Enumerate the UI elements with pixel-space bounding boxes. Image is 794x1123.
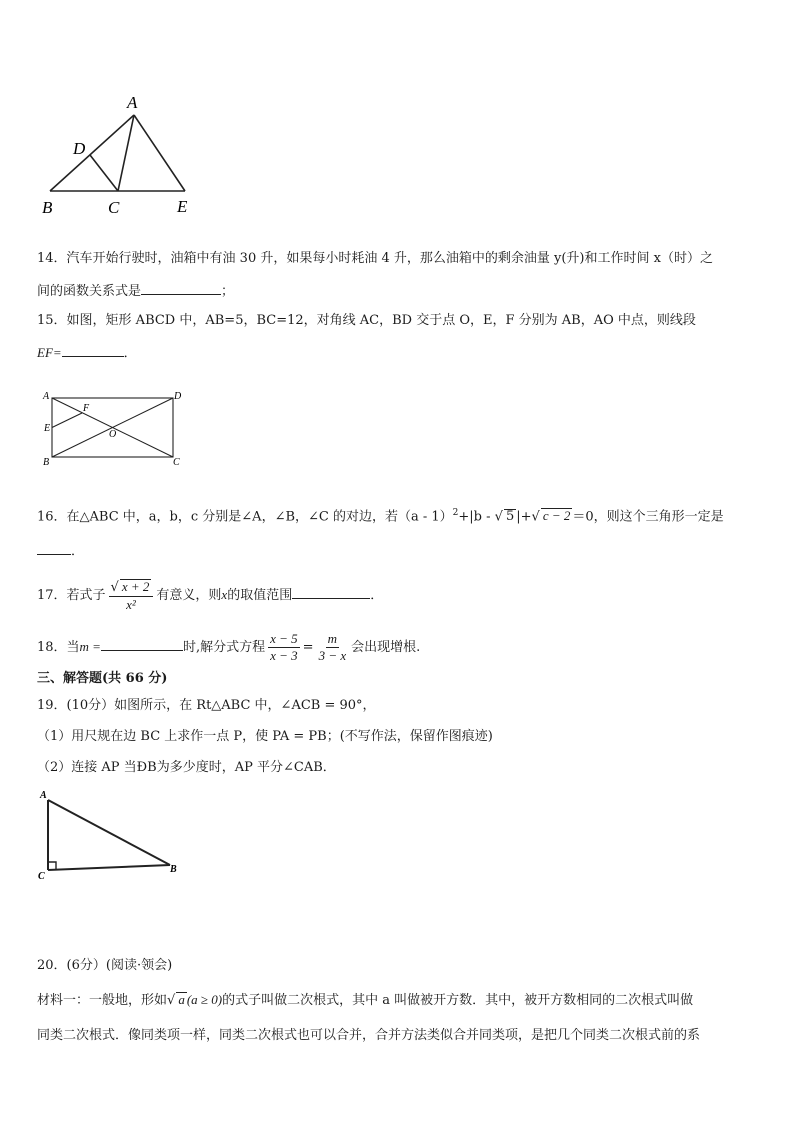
question-15-line-1: 15．如图，矩形 ABCD 中，AB=5，BC=12，对角线 AC，BD 交于点 O，E，F 分别为 AB，AO 中点，则线段 bbox=[37, 313, 696, 328]
sqrt-symbol: √ bbox=[110, 579, 119, 595]
label-c: C bbox=[38, 871, 45, 882]
question-14-line-2 bbox=[37, 280, 234, 302]
q17-post: 的取值范围 bbox=[227, 588, 293, 603]
segment-ef bbox=[52, 413, 82, 428]
question-16-line-2 bbox=[37, 540, 84, 562]
rectangle-figure-q15 bbox=[40, 388, 190, 470]
label-c: C bbox=[173, 457, 180, 468]
q18-fraction-2 bbox=[317, 631, 349, 664]
question-19-line-3: （2）连接 AP 当ÐB为多少度时，AP 平分∠CAB． bbox=[37, 760, 336, 775]
q20-condition: (a ≥ 0) bbox=[186, 992, 223, 1007]
question-18 bbox=[37, 628, 420, 667]
q18-den2: 3 − x bbox=[318, 648, 347, 663]
question-19-line-1: 19．(10分）如图所示，在 Rt△ABC 中，∠ACB = 90°， bbox=[37, 698, 376, 713]
q16-end-text: ＝0，则这个三角形一定是 bbox=[572, 509, 724, 525]
answer-blank-18[interactable] bbox=[101, 636, 183, 651]
question-16-line-1 bbox=[37, 503, 724, 527]
q17-fraction bbox=[109, 579, 154, 613]
q17-text: 17．若式子 bbox=[37, 588, 106, 603]
q15-ef-label: EF= bbox=[37, 345, 62, 360]
q17-mid: 有意义，则 bbox=[156, 588, 222, 603]
q20-sqrt-a: a bbox=[178, 992, 185, 1007]
q14-text: 间的函数关系式是 bbox=[37, 284, 142, 299]
q16-sqrt-5: 5 bbox=[505, 509, 515, 525]
label-c: C bbox=[108, 198, 120, 217]
q18-num1: x − 5 bbox=[270, 631, 298, 646]
label-e: E bbox=[177, 197, 188, 216]
q18-post: 会出现增根. bbox=[351, 640, 421, 655]
q20-text: 材料一：一般地，形如 bbox=[37, 993, 168, 1008]
label-b: B bbox=[42, 198, 53, 217]
sqrt-symbol: √ bbox=[531, 509, 540, 525]
segment-ab bbox=[48, 800, 170, 865]
question-14-line-1: 14．汽车开始行驶时，油箱中有油 30 升，如果每小时耗油 4 升，那么油箱中的剩余油量 y(升)和工作时间 x（时）之 bbox=[37, 251, 713, 266]
triangle-figure-q13 bbox=[38, 92, 198, 222]
segment-ab bbox=[50, 115, 134, 191]
answer-blank-15[interactable] bbox=[62, 342, 124, 357]
q16-text: 16．在△ABC 中，a，b，c 分别是∠A，∠B，∠C 的对边，若（a - 1） bbox=[37, 509, 453, 525]
q18-text: 18．当 bbox=[37, 640, 80, 655]
q18-eq: = bbox=[302, 640, 314, 655]
segment-cb bbox=[48, 865, 170, 870]
q16-plus: |+ bbox=[516, 509, 532, 525]
label-f: F bbox=[83, 403, 90, 414]
q18-var: m = bbox=[79, 639, 101, 654]
answer-blank-16[interactable] bbox=[37, 540, 71, 555]
label-d: D bbox=[73, 139, 86, 158]
q18-den1: x − 3 bbox=[270, 648, 298, 663]
q15-end: ． bbox=[123, 346, 137, 361]
question-20-line-2 bbox=[37, 990, 693, 1011]
question-15-line-2 bbox=[37, 342, 137, 364]
question-17 bbox=[37, 576, 383, 615]
q17-numerator: x + 2 bbox=[121, 578, 150, 594]
q20-text-post: 的式子叫做二次根式，其中 a 叫做被开方数．其中，被开方数相同的二次根式叫做 bbox=[222, 993, 694, 1008]
question-19-line-2: （1）用尺规在边 BC 上求作一点 P，使 PA = PB；(不写作法，保留作图痕迹) bbox=[37, 729, 493, 744]
question-20-line-3: 同类二次根式．像同类项一样，同类二次根式也可以合并，合并方法类似合并同类项，是把几个同类二次根式前的系 bbox=[37, 1028, 701, 1043]
label-d: D bbox=[174, 391, 182, 402]
label-a: A bbox=[40, 790, 47, 801]
label-a: A bbox=[43, 391, 50, 402]
right-triangle-figure-q19 bbox=[36, 786, 186, 884]
q16-sqrt-c: c − 2 bbox=[542, 508, 571, 524]
sqrt-symbol: √ bbox=[167, 993, 176, 1008]
question-20-line-1: 20．(6分）(阅读·领会) bbox=[37, 958, 173, 973]
label-e: E bbox=[44, 423, 51, 434]
label-o: O bbox=[109, 429, 117, 440]
q17-denominator: x² bbox=[126, 596, 136, 612]
segment-ae bbox=[134, 115, 185, 191]
answer-blank-17[interactable] bbox=[292, 584, 370, 599]
q17-var: x bbox=[221, 587, 228, 602]
q17-period: ． bbox=[370, 588, 384, 603]
label-b: B bbox=[43, 457, 50, 468]
sqrt-symbol: √ bbox=[494, 509, 503, 525]
q16-exponent: 2 bbox=[452, 508, 459, 518]
q18-num2: m bbox=[327, 631, 338, 646]
q14-end: ； bbox=[221, 284, 235, 299]
label-b: B bbox=[170, 864, 177, 875]
answer-blank-14[interactable] bbox=[141, 280, 221, 295]
q18-mid: 时,解分式方程 bbox=[182, 640, 266, 655]
q16-abs: +|b - bbox=[458, 509, 491, 525]
label-a: A bbox=[127, 93, 138, 112]
segment-dc bbox=[90, 155, 118, 191]
q18-fraction-1 bbox=[268, 631, 300, 664]
section-heading-3: 三、解答题(共 66 分) bbox=[37, 671, 168, 686]
q16-period: ． bbox=[71, 544, 85, 559]
